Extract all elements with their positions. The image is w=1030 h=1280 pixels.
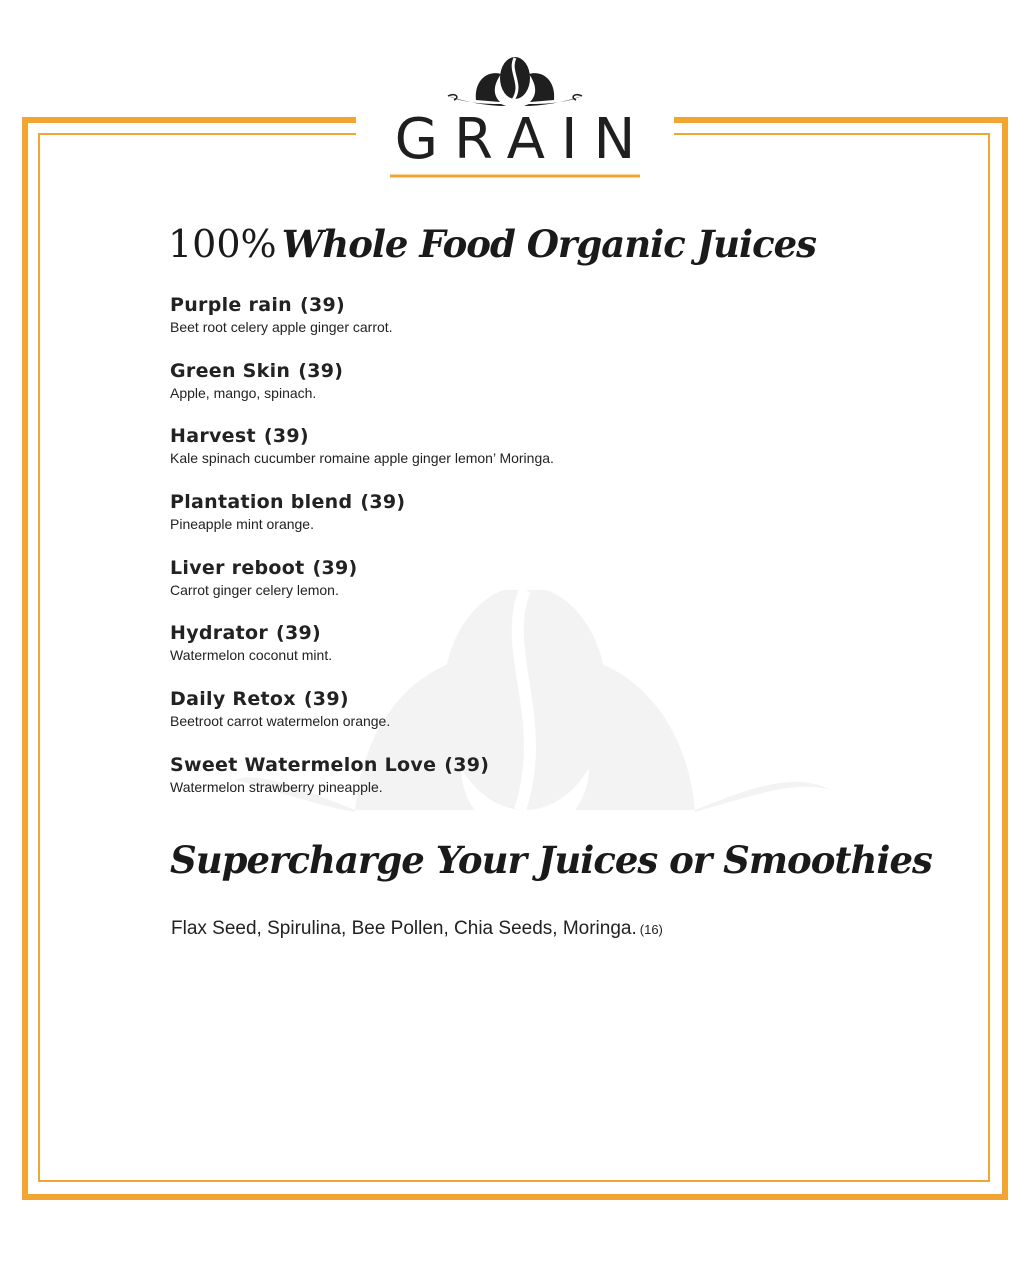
addons-line bbox=[171, 918, 663, 940]
item-description: Kale spinach cucumber romaine apple ginger lemon’ Moringa. bbox=[170, 450, 554, 467]
item-description: Carrot ginger celery lemon. bbox=[170, 581, 339, 598]
item-description: Beet root celery apple ginger carrot. bbox=[170, 319, 393, 335]
item-name: Green Skin bbox=[170, 359, 291, 382]
list-item bbox=[170, 752, 870, 818]
item-description: Watermelon strawberry pineapple. bbox=[170, 778, 383, 795]
item-price: (39) bbox=[299, 294, 345, 316]
item-price: (39) bbox=[275, 622, 321, 645]
item-name: Harvest bbox=[170, 425, 256, 448]
list-item bbox=[170, 423, 870, 489]
list-item bbox=[170, 686, 870, 752]
juices-heading-prefix: 100% bbox=[168, 222, 277, 266]
brand-name: GRAIN bbox=[394, 107, 652, 172]
item-description: Beetroot carrot watermelon orange. bbox=[170, 713, 391, 730]
item-name: Purple rain bbox=[170, 294, 292, 316]
juices-heading bbox=[168, 222, 816, 266]
supercharge-heading: Supercharge Your Juices or Smoothies bbox=[170, 838, 932, 882]
list-item bbox=[170, 358, 870, 424]
list-item bbox=[170, 620, 870, 686]
item-price: (39) bbox=[263, 425, 309, 448]
item-description: Pineapple mint orange. bbox=[170, 516, 314, 533]
item-price: (39) bbox=[360, 491, 406, 514]
brand-logo bbox=[356, 52, 674, 188]
item-price: (39) bbox=[298, 359, 344, 382]
item-price: (39) bbox=[312, 556, 358, 579]
item-description: Apple, mango, spinach. bbox=[170, 384, 317, 401]
list-item bbox=[170, 489, 870, 555]
item-name: Sweet Watermelon Love bbox=[170, 753, 437, 776]
item-price: (39) bbox=[303, 688, 349, 711]
item-name: Liver reboot bbox=[170, 556, 305, 579]
item-name: Plantation blend bbox=[170, 491, 353, 514]
item-name: Daily Retox bbox=[170, 688, 296, 711]
juices-heading-script: Whole Food Organic Juices bbox=[281, 222, 816, 266]
addons-price: (16) bbox=[639, 922, 663, 937]
item-name: Hydrator bbox=[170, 622, 268, 645]
juice-list bbox=[170, 292, 870, 818]
item-price: (39) bbox=[444, 753, 490, 776]
item-description: Watermelon coconut mint. bbox=[170, 647, 333, 664]
list-item bbox=[170, 555, 870, 621]
list-item bbox=[170, 292, 870, 358]
addons-text: Flax Seed, Spirulina, Bee Pollen, Chia Seeds, Moringa. bbox=[171, 918, 637, 939]
